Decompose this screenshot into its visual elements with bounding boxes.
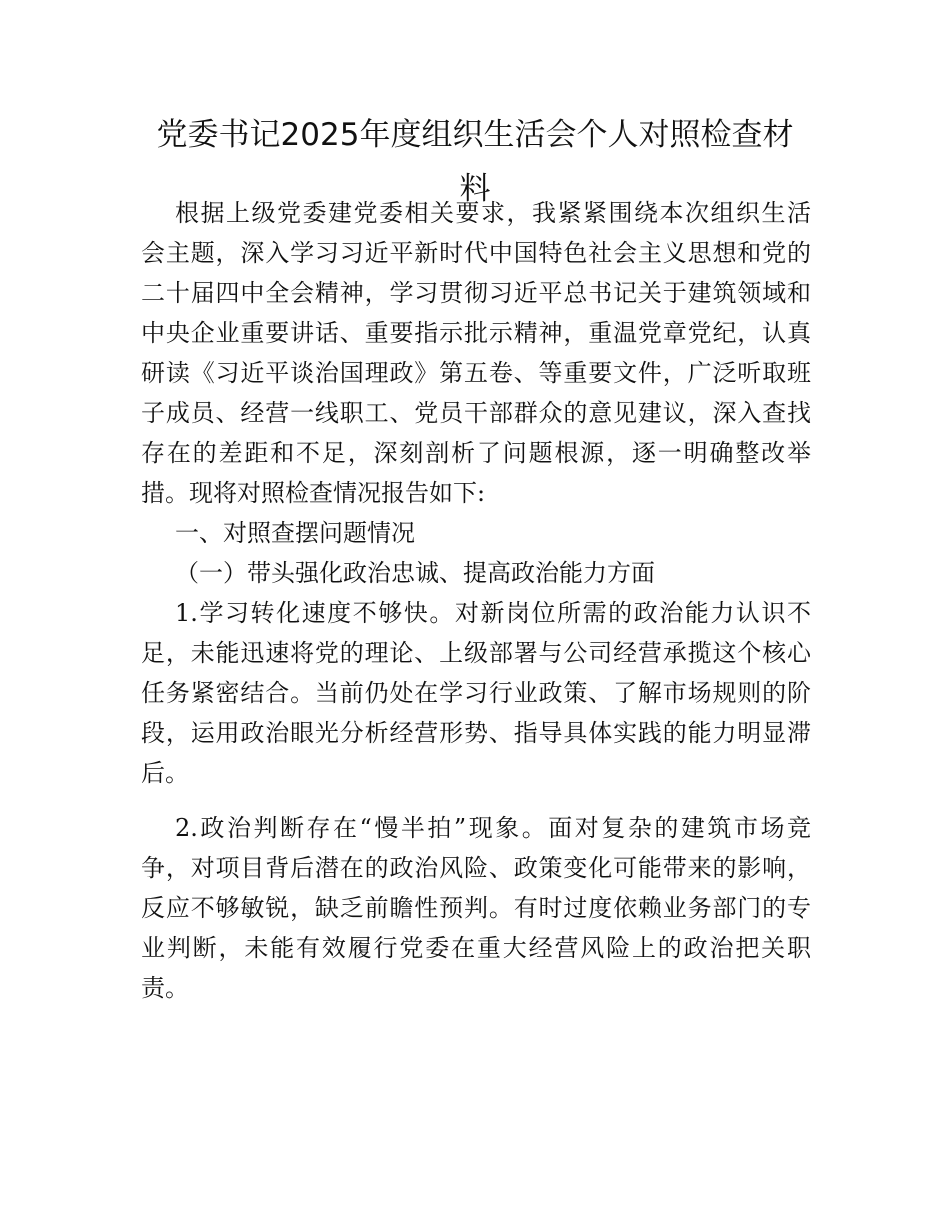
- text-line: 任务紧密结合。当前仍处在学习行业政策、了解市场规则的阶: [141, 679, 811, 707]
- section-heading: [141, 513, 811, 553]
- text-line: 后。: [141, 759, 189, 787]
- text-line: 会主题，深入学习习近平新时代中国特色社会主义思想和党的: [141, 239, 811, 267]
- text-line: 1.学习转化速度不够快。对新岗位所需的政治能力认识不: [175, 599, 811, 627]
- text-line: 子成员、经营一线职工、党员干部群众的意见建议，深入查找: [141, 399, 811, 427]
- text-line: 存在的差距和不足，深刻剖析了问题根源，逐一明确整改举: [141, 439, 811, 467]
- text-line: 二十届四中全会精神，学习贯彻习近平总书记关于建筑领域和: [141, 279, 811, 307]
- text-line: （一）带头强化政治忠诚、提高政治能力方面: [175, 559, 655, 587]
- text-line: 一、对照查摆问题情况: [175, 519, 415, 547]
- title-line: 党委书记2025年度组织生活会个人对照检查材: [156, 117, 794, 153]
- item-paragraph-2: [141, 808, 811, 1008]
- document-body: [141, 193, 811, 1008]
- text-line: 争，对项目背后潜在的政治风险、政策变化可能带来的影响，: [141, 854, 811, 882]
- text-line: 中央企业重要讲话、重要指示批示精神，重温党章党纪，认真: [141, 319, 811, 347]
- text-line: 段，运用政治眼光分析经营形势、指导具体实践的能力明显滞: [141, 719, 811, 747]
- intro-paragraph: [141, 193, 811, 513]
- title-line: 料: [459, 171, 491, 207]
- text-line: 2.政治判断存在“慢半拍”现象。面对复杂的建筑市场竞: [175, 814, 811, 842]
- item-paragraph-1: [141, 593, 811, 793]
- text-line: 责。: [141, 974, 189, 1002]
- text-line: 足，未能迅速将党的理论、上级部署与公司经营承揽这个核心: [141, 639, 811, 667]
- text-line: 研读《习近平谈治国理政》第五卷、等重要文件，广泛听取班: [141, 359, 811, 387]
- text-line: 措。现将对照检查情况报告如下:: [141, 479, 486, 507]
- subsection-heading: [141, 553, 811, 593]
- text-line: 根据上级党委建党委相关要求，我紧紧围绕本次组织生活: [175, 199, 811, 227]
- text-line: 反应不够敏锐，缺乏前瞻性预判。有时过度依赖业务部门的专: [141, 894, 811, 922]
- text-line: 业判断，未能有效履行党委在重大经营风险上的政治把关职: [141, 934, 811, 962]
